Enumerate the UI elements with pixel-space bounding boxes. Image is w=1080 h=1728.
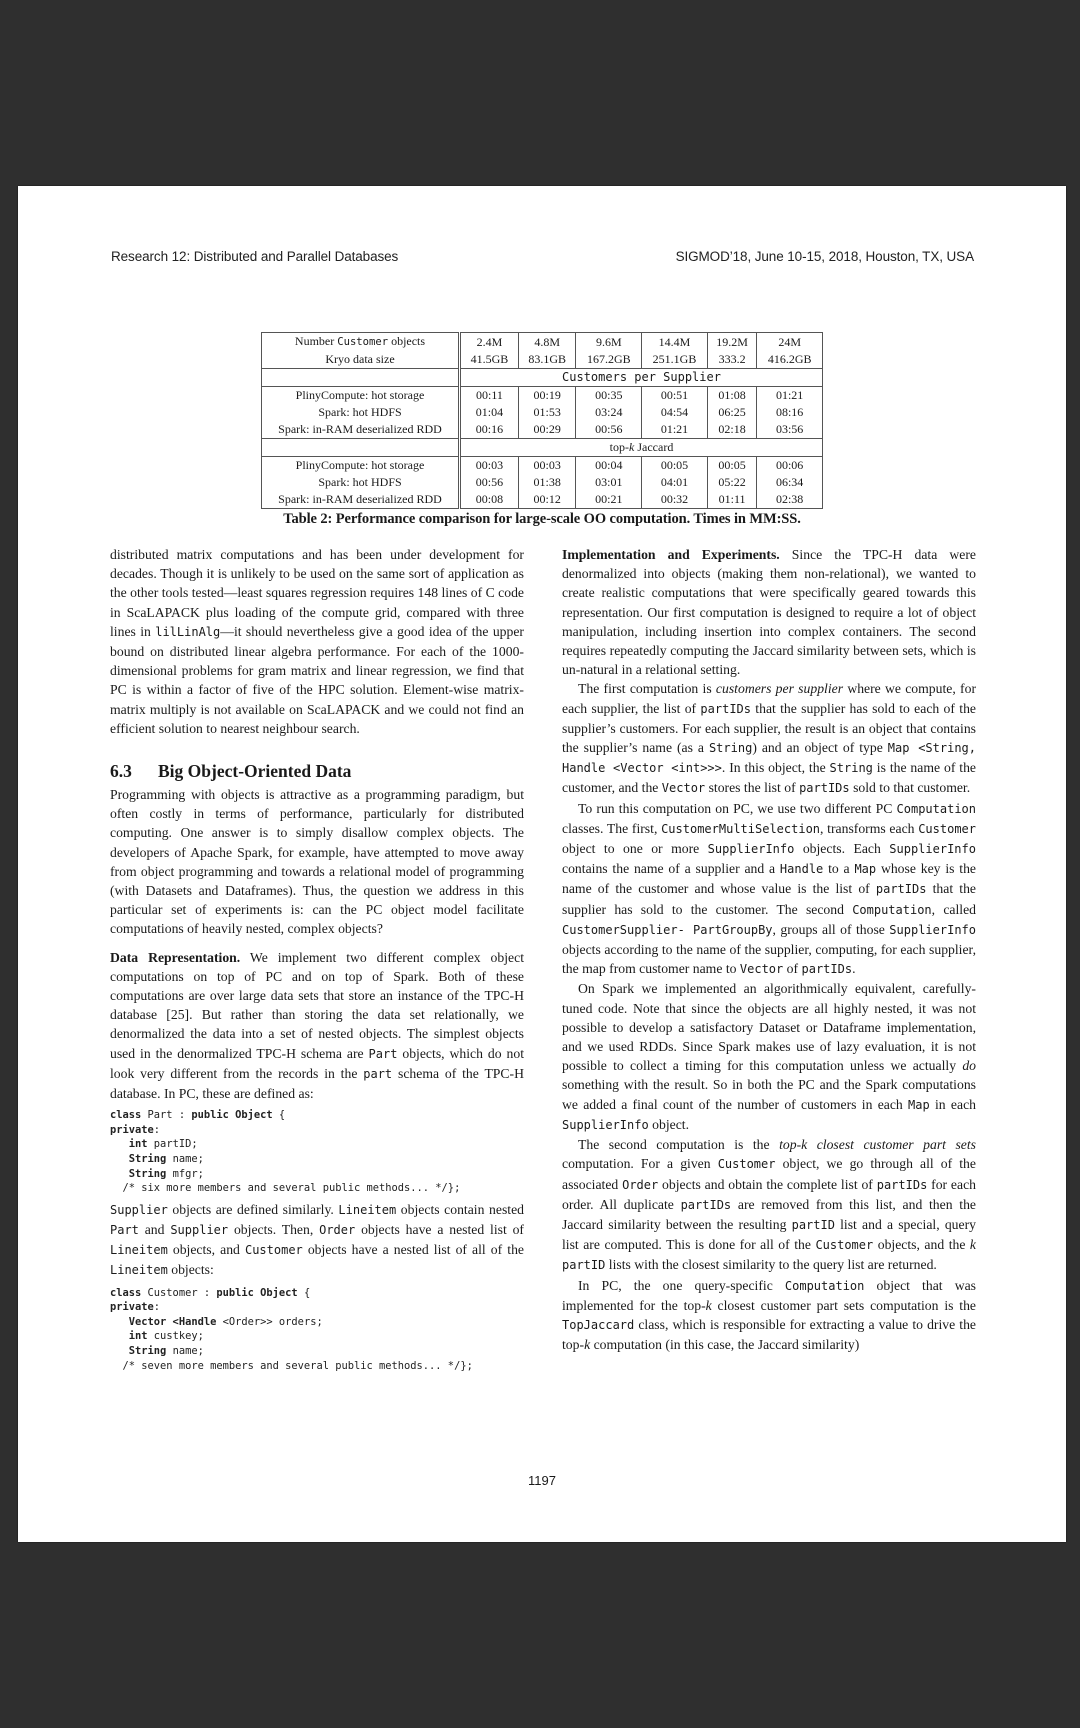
table-2: [261, 332, 823, 528]
column-header: 19.2M 333.2: [707, 333, 756, 369]
paragraph: Supplier objects are defined similarly. Lineitem objects contain nested Part and Supplier objects. Then, Order objects have a nested list of Lineitem objects, and Customer objects have a nested list of all of the Lineitem objects:: [110, 1201, 524, 1278]
paragraph: The first computation is customers per supplier where we compute, for each supplier, the list of partIDs that the supplier has sold to each of the supplier’s customers. For each supplier, the result is an object that contains the supplier’s name (as a String) and an object of type Map <String, Handle <Vector <int>>>. In this object, the String is the name of the customer, and the Vector stores the list of partIDs sold to that customer.: [562, 681, 976, 796]
section-header-row: [262, 369, 823, 387]
section-title: top-k Jaccard: [460, 439, 823, 457]
page-number: 1197: [528, 1473, 556, 1488]
table-caption: Table 2: Performance comparison for large-scale OO computation. Times in MM:SS.: [283, 511, 801, 527]
paragraph: On Spark we implemented an algorithmically equivalent, carefully-tuned code. Note that since the objects are all highly nested, it was not possible to develop a satisfactory Dataset or Dataframe implementation, and we used RDDs. Since Spark makes use of lazy evaluation, it is not possible to collect a timing for this computation unless we actually do something with the result. So in both the PC and the Spark computations we added a final count of the number of customers in each Map in each SupplierInfo object.: [562, 981, 976, 1132]
paragraph: To run this computation on PC, we use two different PC Computation classes. The first, CustomerMultiSelection, transforms each Customer object to one or more SupplierInfo objects. Each SupplierInfo contains the name of a supplier and a Handle to a Map whose key is the name of the customer and whose value is the list of partIDs that the supplier has sold to the customer. The second Computation, called CustomerSupplier- PartGroupBy, groups all of those SupplierInfo objects according to the name of the supplier, computing, for each supplier, the map from customer name to Vector of partIDs.: [562, 800, 976, 977]
paragraph: The second computation is the top-k closest customer part sets computation. For a given Customer object, we go through all of the associated Order objects and obtain the complete list of partIDs for each order. All duplicate partIDs are removed from this list, and then the Jaccard similarity between the resulting partID list and a special, query list are computed. This is done for all of the Customer objects, and the k partID lists with the closest similarity to the query list are returned.: [562, 1137, 977, 1273]
paragraph: Implementation and Experiments. Since the TPC-H data were denormalized into objects (making them non-relational), we wanted to create realistic computations that were specifically geared towards this representation. Our first computation is designed to require a lot of object manipulation, including insertion into complex containers. The second requires repeatedly computing the Jaccard similarity between sets, which is un-natural in a relational setting.: [562, 547, 976, 678]
table-row-group: PlinyCompute: hot storage Spark: hot HDFS Spark: in-RAM deserialized RDD 00:11 01:04 00:16 00:19 01:53 00:29 00:35 03:24 00:56 00:51 04:54 01:21 01:08 06:25 02:18 01:21 08:16 03:56: [262, 387, 823, 439]
column-header: 9.6M 167.2GB: [576, 333, 642, 369]
paragraph: In PC, the one query-specific Computation object that was implemented for the top-k closest customer part sets computation is the TopJaccard class, which is responsible for extracting a value to drive the top-k computation (in this case, the Jaccard similarity): [562, 1277, 976, 1353]
table-row-group: PlinyCompute: hot storage Spark: hot HDFS Spark: in-RAM deserialized RDD 00:03 00:56 00:08 00:03 01:38 00:12 00:04 03:01 00:21 00:05 04:01 00:32 00:05 05:22 01:11 00:06 06:34 02:38: [262, 457, 823, 509]
column-header: 14.4M 251.1GB: [642, 333, 708, 369]
header-label-cell: Number Customer objects Kryo data size: [262, 333, 460, 369]
paragraph: Data Representation. We implement two different complex object computations on top of PC and on top of Spark. Both of these computations are over large data sets that store an instance of the TPC-H database [25]. But rather than storing the data set relationally, we denormalized the data into a set of nested objects. The simplest objects used in the denormalized TPC-H schema are Part objects, which do not look very different from the records in the part schema of the TPC-H database. In PC, these are defined as:: [110, 949, 524, 1102]
paragraph: distributed matrix computations and has been under development for decades. Though it is unlikely to be used on the same sort of application as the other tools tested—least squares regression requires 148 lines of C code in ScaLAPACK plus loading of the compute grid, compared with three lines in lilLinAlg—it should nevertheless give a good idea of the upper bound on distributed linear algebra performance. For each of the 1000-dimensional problems for gram matrix and linear regression, we find that PC is within a factor of five of the HPC solution. Element-wise matrix-matrix multiply is not available on ScaLAPACK and we could not find an efficient solution to nearest neighbour search.: [110, 547, 524, 736]
paper-page: [18, 186, 1066, 1542]
code-block-part: class Part : public Object { private: int partID; String name; String mfgr; /* six more members and several public methods... */};: [110, 1109, 461, 1195]
table-header-row: [262, 333, 823, 369]
section-heading: 6.3 Big Object-Oriented Data: [110, 761, 352, 782]
paragraph: Programming with objects is attractive as a programming paradigm, but often costly in terms of performance, particularly for distributed computing. One answer is to simply disallow complex objects. The developers of Apache Spark, for example, have attempted to move away from object programming and towards a relational model of programming (with Datasets and Dataframes). Thus, the question we address in this particular set of experiments is: can the PC object model facilitate computations of heavily nested, complex objects?: [110, 787, 524, 937]
section-title: Customers per Supplier: [460, 369, 823, 387]
column-header: 4.8M 83.1GB: [518, 333, 576, 369]
performance-table: [261, 332, 823, 509]
right-column: [562, 545, 976, 1354]
column-header: 2.4M 41.5GB: [460, 333, 519, 369]
section-header-row: [262, 439, 823, 457]
running-header-right: SIGMOD’18, June 10-15, 2018, Houston, TX, USA: [675, 249, 974, 264]
column-header: 24M 416.2GB: [757, 333, 823, 369]
left-column: [110, 545, 524, 1377]
running-header-left: Research 12: Distributed and Parallel Databases: [111, 249, 399, 264]
code-block-customer: class Customer : public Object { private: Vector <Handle <Order>> orders; int custkey; String name; /* seven more members and several public methods... */};: [110, 1286, 473, 1372]
